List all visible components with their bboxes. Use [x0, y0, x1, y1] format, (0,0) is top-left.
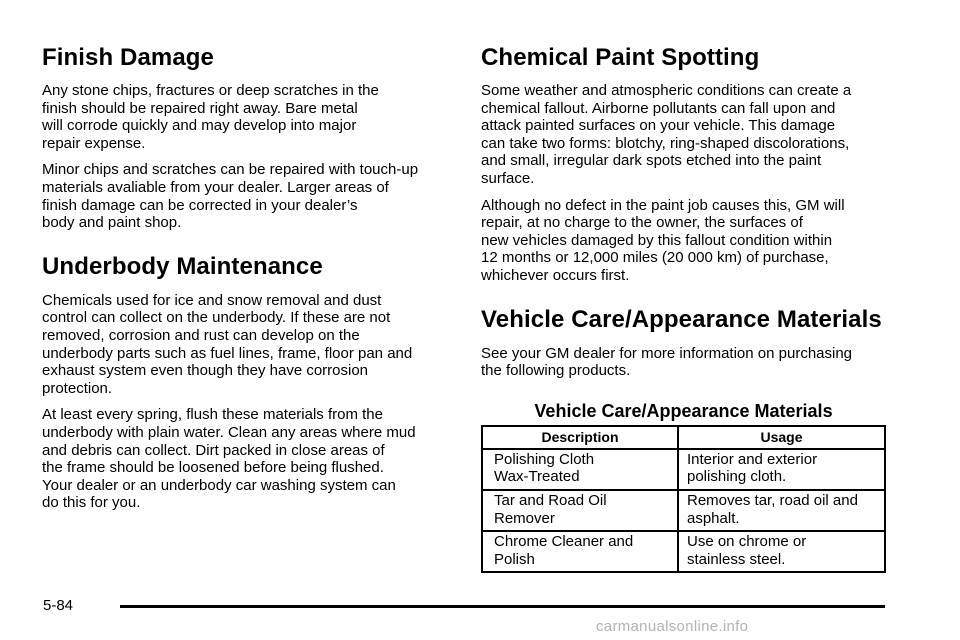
column-header-description: Description [482, 426, 678, 449]
materials-table [481, 425, 886, 574]
cell-line: Wax-Treated [494, 468, 580, 486]
text-line: and debris can collect. Dirt packed in close areas of [42, 441, 385, 459]
text-line: 12 months or 12,000 miles (20 000 km) of purchase, [481, 249, 829, 267]
vehicle-care-paragraph [481, 345, 887, 380]
text-line: Minor chips and scratches can be repaired with touch-up [42, 161, 419, 179]
cell-line: stainless steel. [687, 550, 786, 568]
text-line: Although no defect in the paint job causes this, GM will [481, 196, 845, 214]
text-line: new vehicles damaged by this fallout condition within [481, 231, 833, 249]
text-line: removed, corrosion and rust can develop on the [42, 326, 360, 344]
text-line: underbody parts such as fuel lines, frame, floor pan and [42, 344, 413, 362]
underbody-paragraph-2 [42, 406, 452, 512]
text-line: will corrode quickly and may develop into major [42, 117, 357, 135]
text-line: repair expense. [42, 134, 146, 152]
text-line: whichever occurs first. [481, 266, 630, 284]
cell-line: Polish [494, 550, 535, 568]
text-line: protection. [42, 379, 113, 397]
text-line: Any stone chips, fractures or deep scratches in the [42, 82, 379, 99]
table-row [482, 449, 885, 490]
text-line: the following products. [481, 362, 631, 380]
right-column [481, 38, 887, 573]
text-line: attack painted surfaces on your vehicle. This damage [481, 117, 836, 135]
finish-damage-paragraph-2 [42, 161, 452, 231]
footer-divider [120, 605, 885, 608]
cell-line: Removes tar, road oil and [687, 491, 858, 509]
cell-line: Remover [494, 509, 555, 527]
cell-line: asphalt. [687, 509, 740, 527]
cell-line: Chrome Cleaner and [494, 533, 634, 551]
text-line: repair, at no charge to the owner, the surfaces of [481, 214, 803, 232]
text-line: chemical fallout. Airborne pollutants can fall upon and [481, 99, 836, 117]
text-line: materials avaliable from your dealer. Larger areas of [42, 178, 389, 196]
description-cell [482, 449, 678, 490]
text-line: do this for you. [42, 494, 141, 512]
table-row [482, 490, 885, 531]
text-line: control can collect on the underbody. If these are not [42, 309, 391, 327]
left-column [42, 38, 452, 512]
usage-cell [678, 449, 885, 490]
cell-line: Interior and exterior [687, 450, 818, 468]
text-line: and small, irregular dark spots etched into the paint [481, 152, 822, 170]
table-row [482, 531, 885, 572]
text-line: underbody with plain water. Clean any areas where mud [42, 423, 416, 441]
usage-cell [678, 531, 885, 572]
description-cell [482, 490, 678, 531]
text-line: exhaust system even though they have corrosion [42, 362, 369, 380]
text-line: Some weather and atmospheric conditions can create a [481, 82, 852, 99]
chemical-paint-paragraph-1 [481, 82, 887, 188]
text-line: Chemicals used for ice and snow removal and dust [42, 291, 382, 309]
table-header-row [482, 426, 885, 449]
finish-damage-paragraph-1 [42, 82, 452, 152]
page-number: 5-84 [43, 597, 74, 614]
cell-line: Use on chrome or [687, 533, 807, 551]
chemical-paint-paragraph-2 [481, 197, 887, 285]
text-line: surface. [481, 169, 535, 187]
text-line: the frame should be loosened before being flushed. [42, 459, 384, 477]
text-line: At least every spring, flush these materials from the [42, 406, 383, 424]
text-line: See your GM dealer for more information on purchasing [481, 344, 853, 362]
cell-line: polishing cloth. [687, 468, 787, 486]
text-line: body and paint shop. [42, 214, 182, 232]
cell-line: Tar and Road Oil [494, 491, 607, 509]
underbody-paragraph-1 [42, 292, 452, 398]
watermark: carmanualsonline.info [596, 618, 749, 635]
text-line: finish should be repaired right away. Bare metal [42, 99, 358, 117]
vehicle-care-heading: Vehicle Care/Appearance Materials [481, 305, 882, 333]
text-line: can take two forms: blotchy, ring-shaped discolorations, [481, 134, 850, 152]
underbody-maintenance-heading: Underbody Maintenance [42, 252, 323, 280]
finish-damage-heading: Finish Damage [42, 44, 215, 71]
text-line: Your dealer or an underbody car washing system can [42, 476, 396, 494]
usage-cell [678, 490, 885, 531]
description-cell [482, 531, 678, 572]
materials-table-title: Vehicle Care/Appearance Materials [534, 400, 833, 421]
chemical-paint-spotting-heading: Chemical Paint Spotting [481, 44, 760, 71]
text-line: finish damage can be corrected in your dealer’s [42, 196, 358, 214]
column-header-usage: Usage [678, 426, 885, 449]
cell-line: Polishing Cloth [494, 450, 595, 468]
